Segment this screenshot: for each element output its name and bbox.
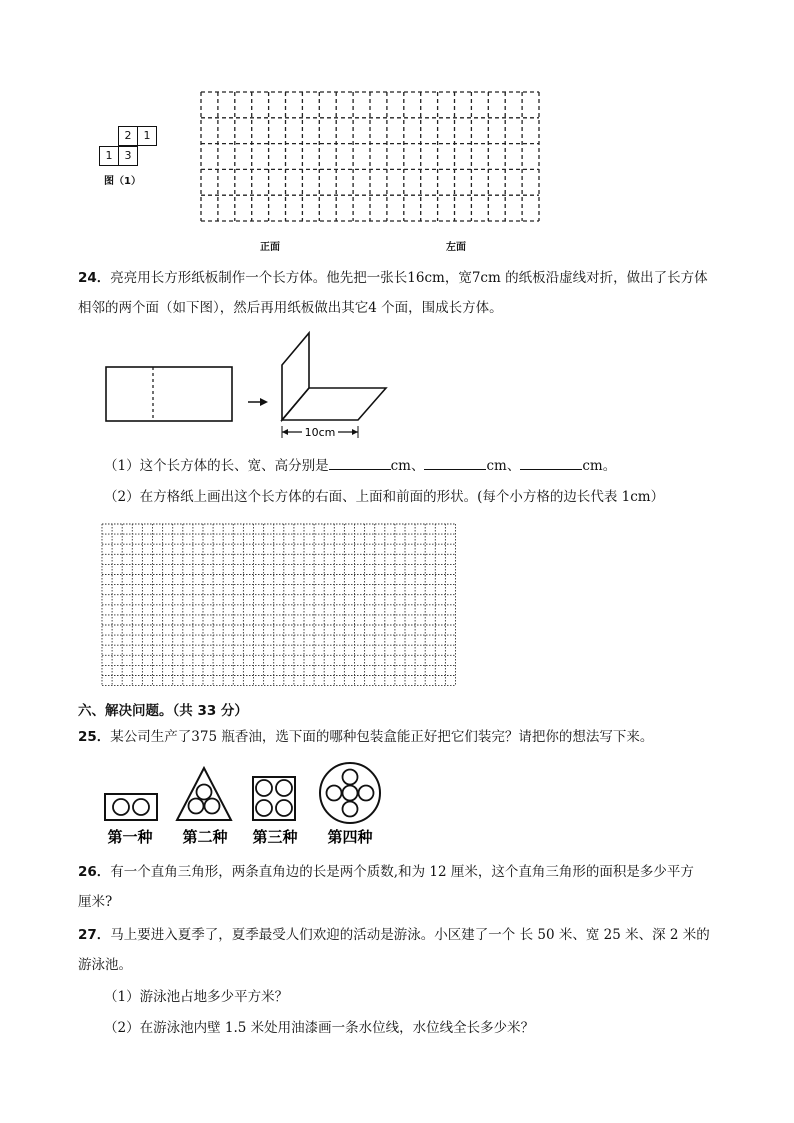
q27-text: 马上要进入夏季了，夏季最受人们欢迎的活动是游泳。小区建了一个 长 50 米、宽 25 米、深 2 米的	[110, 927, 710, 943]
q26-line2: 厘米?	[78, 894, 113, 910]
q27-sub1: （1）游泳池占地多少平方米？	[104, 989, 289, 1005]
figure-caption: 图（1）	[104, 176, 141, 187]
box-label-1: 第一种	[107, 828, 153, 846]
answer-blank-height[interactable]	[520, 456, 582, 470]
net-cell: 3	[118, 146, 138, 166]
net-cell: 2	[118, 126, 138, 146]
q27-line2: 游泳池。	[78, 957, 132, 973]
dashed-grid-top	[198, 88, 543, 224]
box-label-4: 第四种	[327, 828, 373, 846]
q24-line2: 相邻的两个面（如下图），然后再用纸板做出其它4 个面，围成长方体。	[78, 300, 503, 316]
q25-line	[78, 727, 653, 747]
folded-board-figure	[100, 330, 400, 445]
box-label-2: 第二种	[182, 828, 228, 846]
box-label-3: 第三种	[252, 828, 298, 846]
q24-sub1-text: （1）这个长方体的长、宽、高分别是	[104, 458, 329, 474]
q24-line1	[78, 268, 708, 288]
unit-label: cm、	[390, 458, 425, 474]
square-grid-paper	[100, 522, 462, 688]
unit-label: cm。	[582, 458, 617, 474]
q24-text: 亮亮用长方形纸板制作一个长方体。他先把一张长16cm，宽7cm 的纸板沿虚线对折，做出了长方体	[110, 270, 708, 286]
answer-blank-width[interactable]	[424, 456, 486, 470]
q24-number: 24．	[78, 270, 111, 286]
label-left-view: 左面	[446, 242, 466, 253]
q25-text: 某公司生产了375 瓶香油，选下面的哪种包装盒能正好把它们装完？请把你的想法写下来。	[110, 729, 654, 745]
unit-label: cm、	[486, 458, 521, 474]
dimension-label: 10cm	[304, 426, 336, 439]
packaging-boxes-figure	[100, 760, 390, 850]
q26-line1	[78, 862, 694, 882]
q25-number: 25．	[78, 729, 111, 745]
net-cell: 1	[137, 126, 157, 146]
q27-number: 27．	[78, 927, 111, 943]
net-cell: 1	[99, 146, 119, 166]
label-front-view: 正面	[260, 242, 280, 253]
q26-text: 有一个直角三角形，两条直角边的长是两个质数,和为 12 厘米，这个直角三角形的面积是多少平方	[110, 864, 694, 880]
q26-number: 26．	[78, 864, 111, 880]
answer-blank-length[interactable]	[329, 456, 391, 470]
q27-sub2: （2）在游泳池内壁 1.5 米处用油漆画一条水位线，水位线全长多少米？	[104, 1020, 535, 1036]
figure-1	[98, 124, 168, 188]
q24-sub2: （2）在方格纸上画出这个长方体的右面、上面和前面的形状。(每个小方格的边长代表 1cm）	[104, 489, 665, 505]
q27-line1	[78, 925, 710, 945]
section-title: 六、解决问题。（共 33 分）	[78, 703, 248, 719]
q24-sub1	[104, 456, 616, 476]
